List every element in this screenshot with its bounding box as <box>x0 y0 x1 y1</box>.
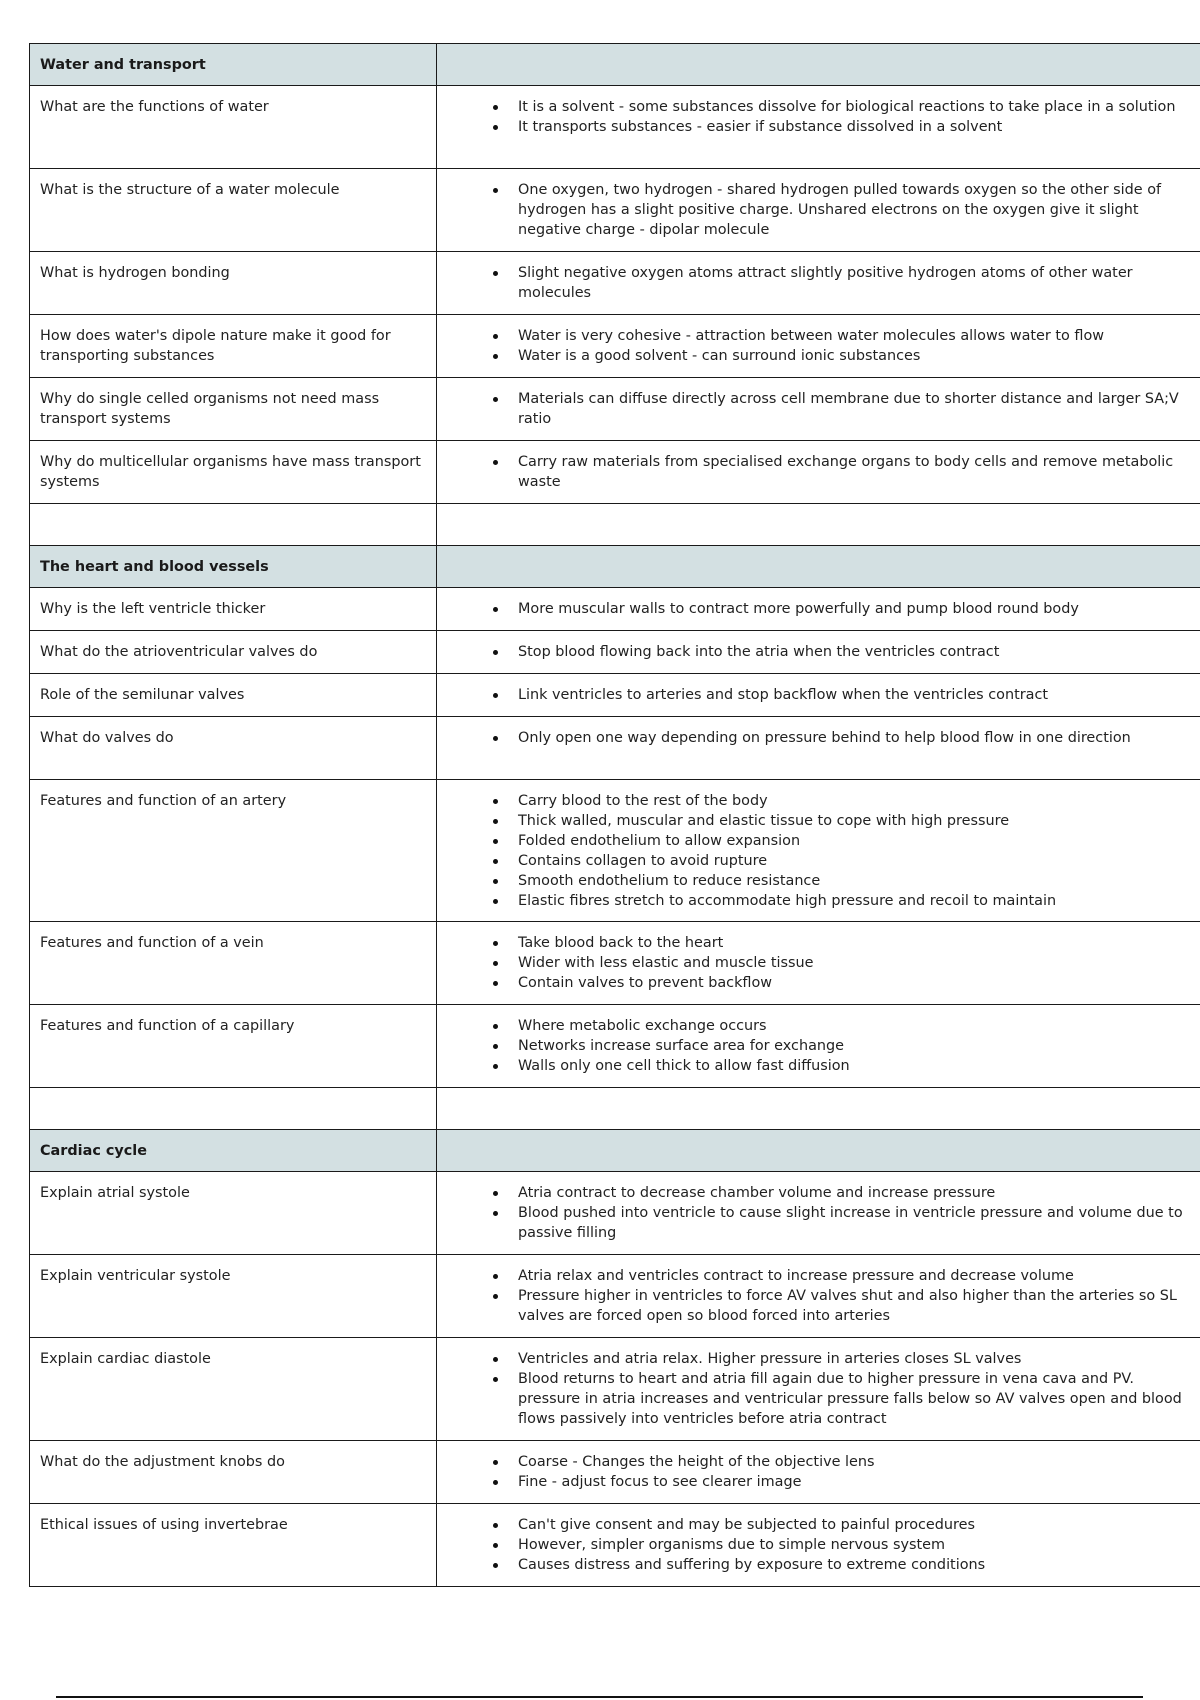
answer-bullet: Where metabolic exchange occurs <box>437 1016 1199 1036</box>
answer-bullet: Pressure higher in ventricles to force AV valves shut and also higher than the arteries so SL valves are forced open so blood forced into arteries <box>437 1286 1199 1326</box>
question-cell <box>30 169 437 252</box>
table-row <box>30 717 1200 780</box>
answer-bullet: Can't give consent and may be subjected to painful procedures <box>437 1515 1199 1535</box>
table-row <box>30 588 1200 631</box>
blank-cell <box>30 504 437 546</box>
answer-bullet: Fine - adjust focus to see clearer image <box>437 1472 1199 1492</box>
answer-bullet: Blood returns to heart and atria fill again due to higher pressure in vena cava and PV. pressure in atria increases and ventricular pressure falls below so AV valves open and blood flows passively into ventricles before atria contract <box>437 1369 1199 1429</box>
table-row <box>30 252 1200 315</box>
table-row <box>30 315 1200 378</box>
answer-block <box>437 441 1200 492</box>
question-cell <box>30 780 437 922</box>
question-text: Explain atrial systole <box>40 1185 190 1201</box>
answer-list <box>437 1266 1199 1326</box>
answer-cell <box>437 315 1200 378</box>
section-header-row <box>30 546 1200 588</box>
question-cell <box>30 441 437 504</box>
revision-table <box>29 43 1200 1587</box>
table-row <box>30 378 1200 441</box>
section-title: Cardiac cycle <box>40 1143 147 1159</box>
answer-cell <box>437 1504 1200 1587</box>
answer-block <box>437 1005 1200 1076</box>
answer-cell <box>437 169 1200 252</box>
table-row <box>30 1338 1200 1441</box>
answer-list <box>437 263 1199 303</box>
footer-divider <box>56 1696 1143 1698</box>
table-row <box>30 1441 1200 1504</box>
question-cell <box>30 1504 437 1587</box>
answer-list <box>437 933 1199 993</box>
blank-spacer-row <box>30 504 1200 546</box>
section-title-cell <box>30 44 437 86</box>
answer-list <box>437 389 1199 429</box>
answer-list <box>437 791 1199 911</box>
blank-cell <box>30 1088 437 1130</box>
answer-block <box>437 378 1200 429</box>
blank-cell <box>437 1088 1200 1130</box>
answer-block <box>437 169 1200 240</box>
answer-list <box>437 642 1199 662</box>
answer-bullet: Water is a good solvent - can surround ionic substances <box>437 346 1199 366</box>
answer-cell <box>437 1338 1200 1441</box>
answer-bullet: Causes distress and suffering by exposure to extreme conditions <box>437 1555 1199 1575</box>
answer-block <box>437 717 1200 748</box>
answer-bullet: Take blood back to the heart <box>437 933 1199 953</box>
question-cell <box>30 922 437 1005</box>
table-row <box>30 86 1200 169</box>
answer-block <box>437 922 1200 993</box>
question-cell <box>30 86 437 169</box>
section-header-empty-cell <box>437 44 1200 86</box>
answer-bullet: Folded endothelium to allow expansion <box>437 831 1199 851</box>
answer-cell <box>437 378 1200 441</box>
question-text: Features and function of a vein <box>40 935 264 951</box>
answer-block <box>437 1441 1200 1492</box>
answer-block <box>437 252 1200 303</box>
answer-cell <box>437 780 1200 922</box>
section-title: Water and transport <box>40 57 206 73</box>
question-text: Explain ventricular systole <box>40 1268 231 1284</box>
blank-spacer-row <box>30 1088 1200 1130</box>
question-cell <box>30 315 437 378</box>
answer-bullet: More muscular walls to contract more powerfully and pump blood round body <box>437 599 1199 619</box>
question-text: Features and function of a capillary <box>40 1018 295 1034</box>
question-text: What do the atrioventricular valves do <box>40 644 318 660</box>
answer-bullet: Walls only one cell thick to allow fast diffusion <box>437 1056 1199 1076</box>
question-text: How does water's dipole nature make it good for transporting substances <box>40 328 391 364</box>
answer-list <box>437 97 1199 137</box>
question-cell <box>30 1005 437 1088</box>
section-title: The heart and blood vessels <box>40 559 269 575</box>
question-text: What is hydrogen bonding <box>40 265 230 281</box>
question-text: Features and function of an artery <box>40 793 287 809</box>
answer-block <box>437 1338 1200 1429</box>
answer-bullet: Materials can diffuse directly across cell membrane due to shorter distance and larger SA;V ratio <box>437 389 1199 429</box>
answer-bullet: Thick walled, muscular and elastic tissue to cope with high pressure <box>437 811 1199 831</box>
answer-bullet: One oxygen, two hydrogen - shared hydrogen pulled towards oxygen so the other side of hydrogen has a slight positive charge. Unshared electrons on the oxygen give it slight negative charge - dipolar molecule <box>437 180 1199 240</box>
answer-block <box>437 1255 1200 1326</box>
table-row <box>30 631 1200 674</box>
answer-block <box>437 588 1200 619</box>
table-row <box>30 1504 1200 1587</box>
table-row <box>30 922 1200 1005</box>
table-row <box>30 441 1200 504</box>
answer-cell <box>437 588 1200 631</box>
question-text: Ethical issues of using invertebrae <box>40 1517 288 1533</box>
answer-cell <box>437 1172 1200 1255</box>
table-row <box>30 780 1200 922</box>
answer-cell <box>437 631 1200 674</box>
answer-bullet: Carry raw materials from specialised exchange organs to body cells and remove metabolic waste <box>437 452 1199 492</box>
answer-cell <box>437 1441 1200 1504</box>
answer-bullet: Stop blood flowing back into the atria when the ventricles contract <box>437 642 1199 662</box>
answer-cell <box>437 86 1200 169</box>
answer-block <box>437 1172 1200 1243</box>
answer-block <box>437 86 1200 137</box>
answer-bullet: However, simpler organisms due to simple nervous system <box>437 1535 1199 1555</box>
answer-block <box>437 780 1200 911</box>
question-cell <box>30 378 437 441</box>
answer-bullet: Smooth endothelium to reduce resistance <box>437 871 1199 891</box>
answer-bullet: Blood pushed into ventricle to cause slight increase in ventricle pressure and volume due to passive filling <box>437 1203 1199 1243</box>
question-text: What do valves do <box>40 730 174 746</box>
question-text: Role of the semilunar valves <box>40 687 245 703</box>
section-header-row <box>30 1130 1200 1172</box>
question-cell <box>30 674 437 717</box>
answer-bullet: Water is very cohesive - attraction between water molecules allows water to flow <box>437 326 1199 346</box>
answer-cell <box>437 717 1200 780</box>
question-text: What is the structure of a water molecule <box>40 182 340 198</box>
section-header-empty-cell <box>437 1130 1200 1172</box>
answer-list <box>437 728 1199 748</box>
answer-bullet: Only open one way depending on pressure behind to help blood flow in one direction <box>437 728 1199 748</box>
answer-list <box>437 180 1199 240</box>
answer-list <box>437 1183 1199 1243</box>
answer-cell <box>437 1005 1200 1088</box>
answer-bullet: It is a solvent - some substances dissolve for biological reactions to take place in a solution <box>437 97 1199 117</box>
table-row <box>30 169 1200 252</box>
answer-bullet: Elastic fibres stretch to accommodate high pressure and recoil to maintain <box>437 891 1199 911</box>
answer-list <box>437 452 1199 492</box>
section-title-cell <box>30 546 437 588</box>
answer-list <box>437 685 1199 705</box>
answer-list <box>437 1452 1199 1492</box>
table-row <box>30 1255 1200 1338</box>
question-cell <box>30 631 437 674</box>
question-cell <box>30 1255 437 1338</box>
question-cell <box>30 1338 437 1441</box>
answer-block <box>437 1504 1200 1575</box>
answer-bullet: Wider with less elastic and muscle tissue <box>437 953 1199 973</box>
answer-cell <box>437 441 1200 504</box>
table-row <box>30 674 1200 717</box>
answer-bullet: Contain valves to prevent backflow <box>437 973 1199 993</box>
question-cell <box>30 588 437 631</box>
answer-bullet: Carry blood to the rest of the body <box>437 791 1199 811</box>
question-cell <box>30 717 437 780</box>
question-text: Explain cardiac diastole <box>40 1351 211 1367</box>
section-header-empty-cell <box>437 546 1200 588</box>
answer-block <box>437 631 1200 662</box>
blank-cell <box>437 504 1200 546</box>
question-cell <box>30 1441 437 1504</box>
answer-list <box>437 1515 1199 1575</box>
question-text: Why do multicellular organisms have mass transport systems <box>40 454 421 490</box>
question-text: Why is the left ventricle thicker <box>40 601 266 617</box>
answer-bullet: Atria relax and ventricles contract to increase pressure and decrease volume <box>437 1266 1199 1286</box>
table-row <box>30 1172 1200 1255</box>
question-text: Why do single celled organisms not need mass transport systems <box>40 391 380 427</box>
question-text: What are the functions of water <box>40 99 269 115</box>
answer-bullet: Contains collagen to avoid rupture <box>437 851 1199 871</box>
section-title-cell <box>30 1130 437 1172</box>
answer-cell <box>437 1255 1200 1338</box>
revision-table-body <box>30 44 1200 1587</box>
question-cell <box>30 1172 437 1255</box>
answer-bullet: Link ventricles to arteries and stop backflow when the ventricles contract <box>437 685 1199 705</box>
answer-bullet: Slight negative oxygen atoms attract slightly positive hydrogen atoms of other water molecules <box>437 263 1199 303</box>
answer-cell <box>437 922 1200 1005</box>
answer-list <box>437 599 1199 619</box>
answer-bullet: Networks increase surface area for exchange <box>437 1036 1199 1056</box>
answer-list <box>437 1016 1199 1076</box>
answer-block <box>437 674 1200 705</box>
question-text: What do the adjustment knobs do <box>40 1454 285 1470</box>
answer-cell <box>437 674 1200 717</box>
answer-bullet: It transports substances - easier if substance dissolved in a solvent <box>437 117 1199 137</box>
question-cell <box>30 252 437 315</box>
answer-list <box>437 1349 1199 1429</box>
table-row <box>30 1005 1200 1088</box>
answer-list <box>437 326 1199 366</box>
section-header-row <box>30 44 1200 86</box>
answer-cell <box>437 252 1200 315</box>
answer-block <box>437 315 1200 366</box>
answer-bullet: Ventricles and atria relax. Higher pressure in arteries closes SL valves <box>437 1349 1199 1369</box>
answer-bullet: Coarse - Changes the height of the objective lens <box>437 1452 1199 1472</box>
answer-bullet: Atria contract to decrease chamber volume and increase pressure <box>437 1183 1199 1203</box>
